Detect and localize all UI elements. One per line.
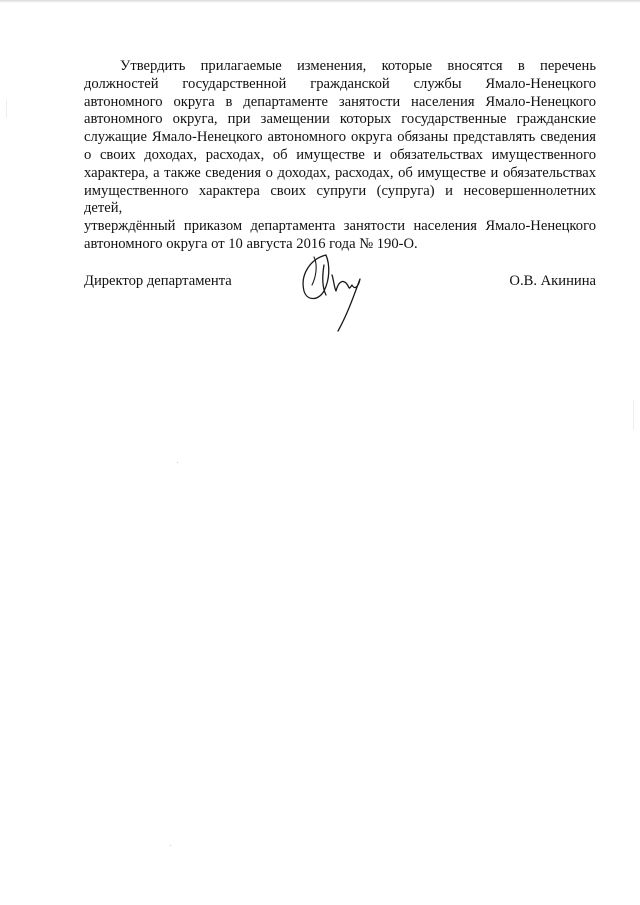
scan-speck [177, 462, 178, 463]
scan-speck [170, 845, 171, 846]
handwritten-signature [296, 251, 376, 333]
paragraph-line: должностей государственной гражданской службы Ямало-Ненецкого [84, 75, 596, 92]
paragraph-line: автономного округа, при замещении которых государственные гражданские [84, 111, 596, 128]
paragraph-line: автономного округа от 10 августа 2016 года № 190-О. [84, 235, 418, 252]
paragraph-line: Утвердить прилагаемые изменения, которые вносятся в перечень [120, 58, 596, 74]
paragraph-line: автономного округа в департаменте занятости населения Ямало-Ненецкого [84, 93, 596, 110]
scan-speck [6, 100, 7, 118]
paragraph-line: утверждённый приказом департамента занятости населения Ямало-Ненецкого [84, 218, 596, 235]
signature-block [84, 273, 596, 333]
scan-speck [633, 400, 634, 430]
paragraph-line: служащие Ямало-Ненецкого автономного округа обязаны представлять сведения [84, 129, 596, 146]
paragraph-line: характера, а также сведения о доходах, расходах, об имуществе и обязательствах [84, 164, 596, 181]
scan-top-edge [0, 0, 640, 3]
signatory-title: Директор департамента [84, 273, 232, 289]
paragraph-line: имущественного характера своих супруги (супруга) и несовершеннолетних детей, [84, 182, 596, 217]
order-paragraph [84, 58, 596, 254]
signatory-name: О.В. Акинина [509, 273, 596, 289]
paragraph-line: о своих доходах, расходах, об имуществе и обязательствах имущественного [84, 146, 596, 163]
